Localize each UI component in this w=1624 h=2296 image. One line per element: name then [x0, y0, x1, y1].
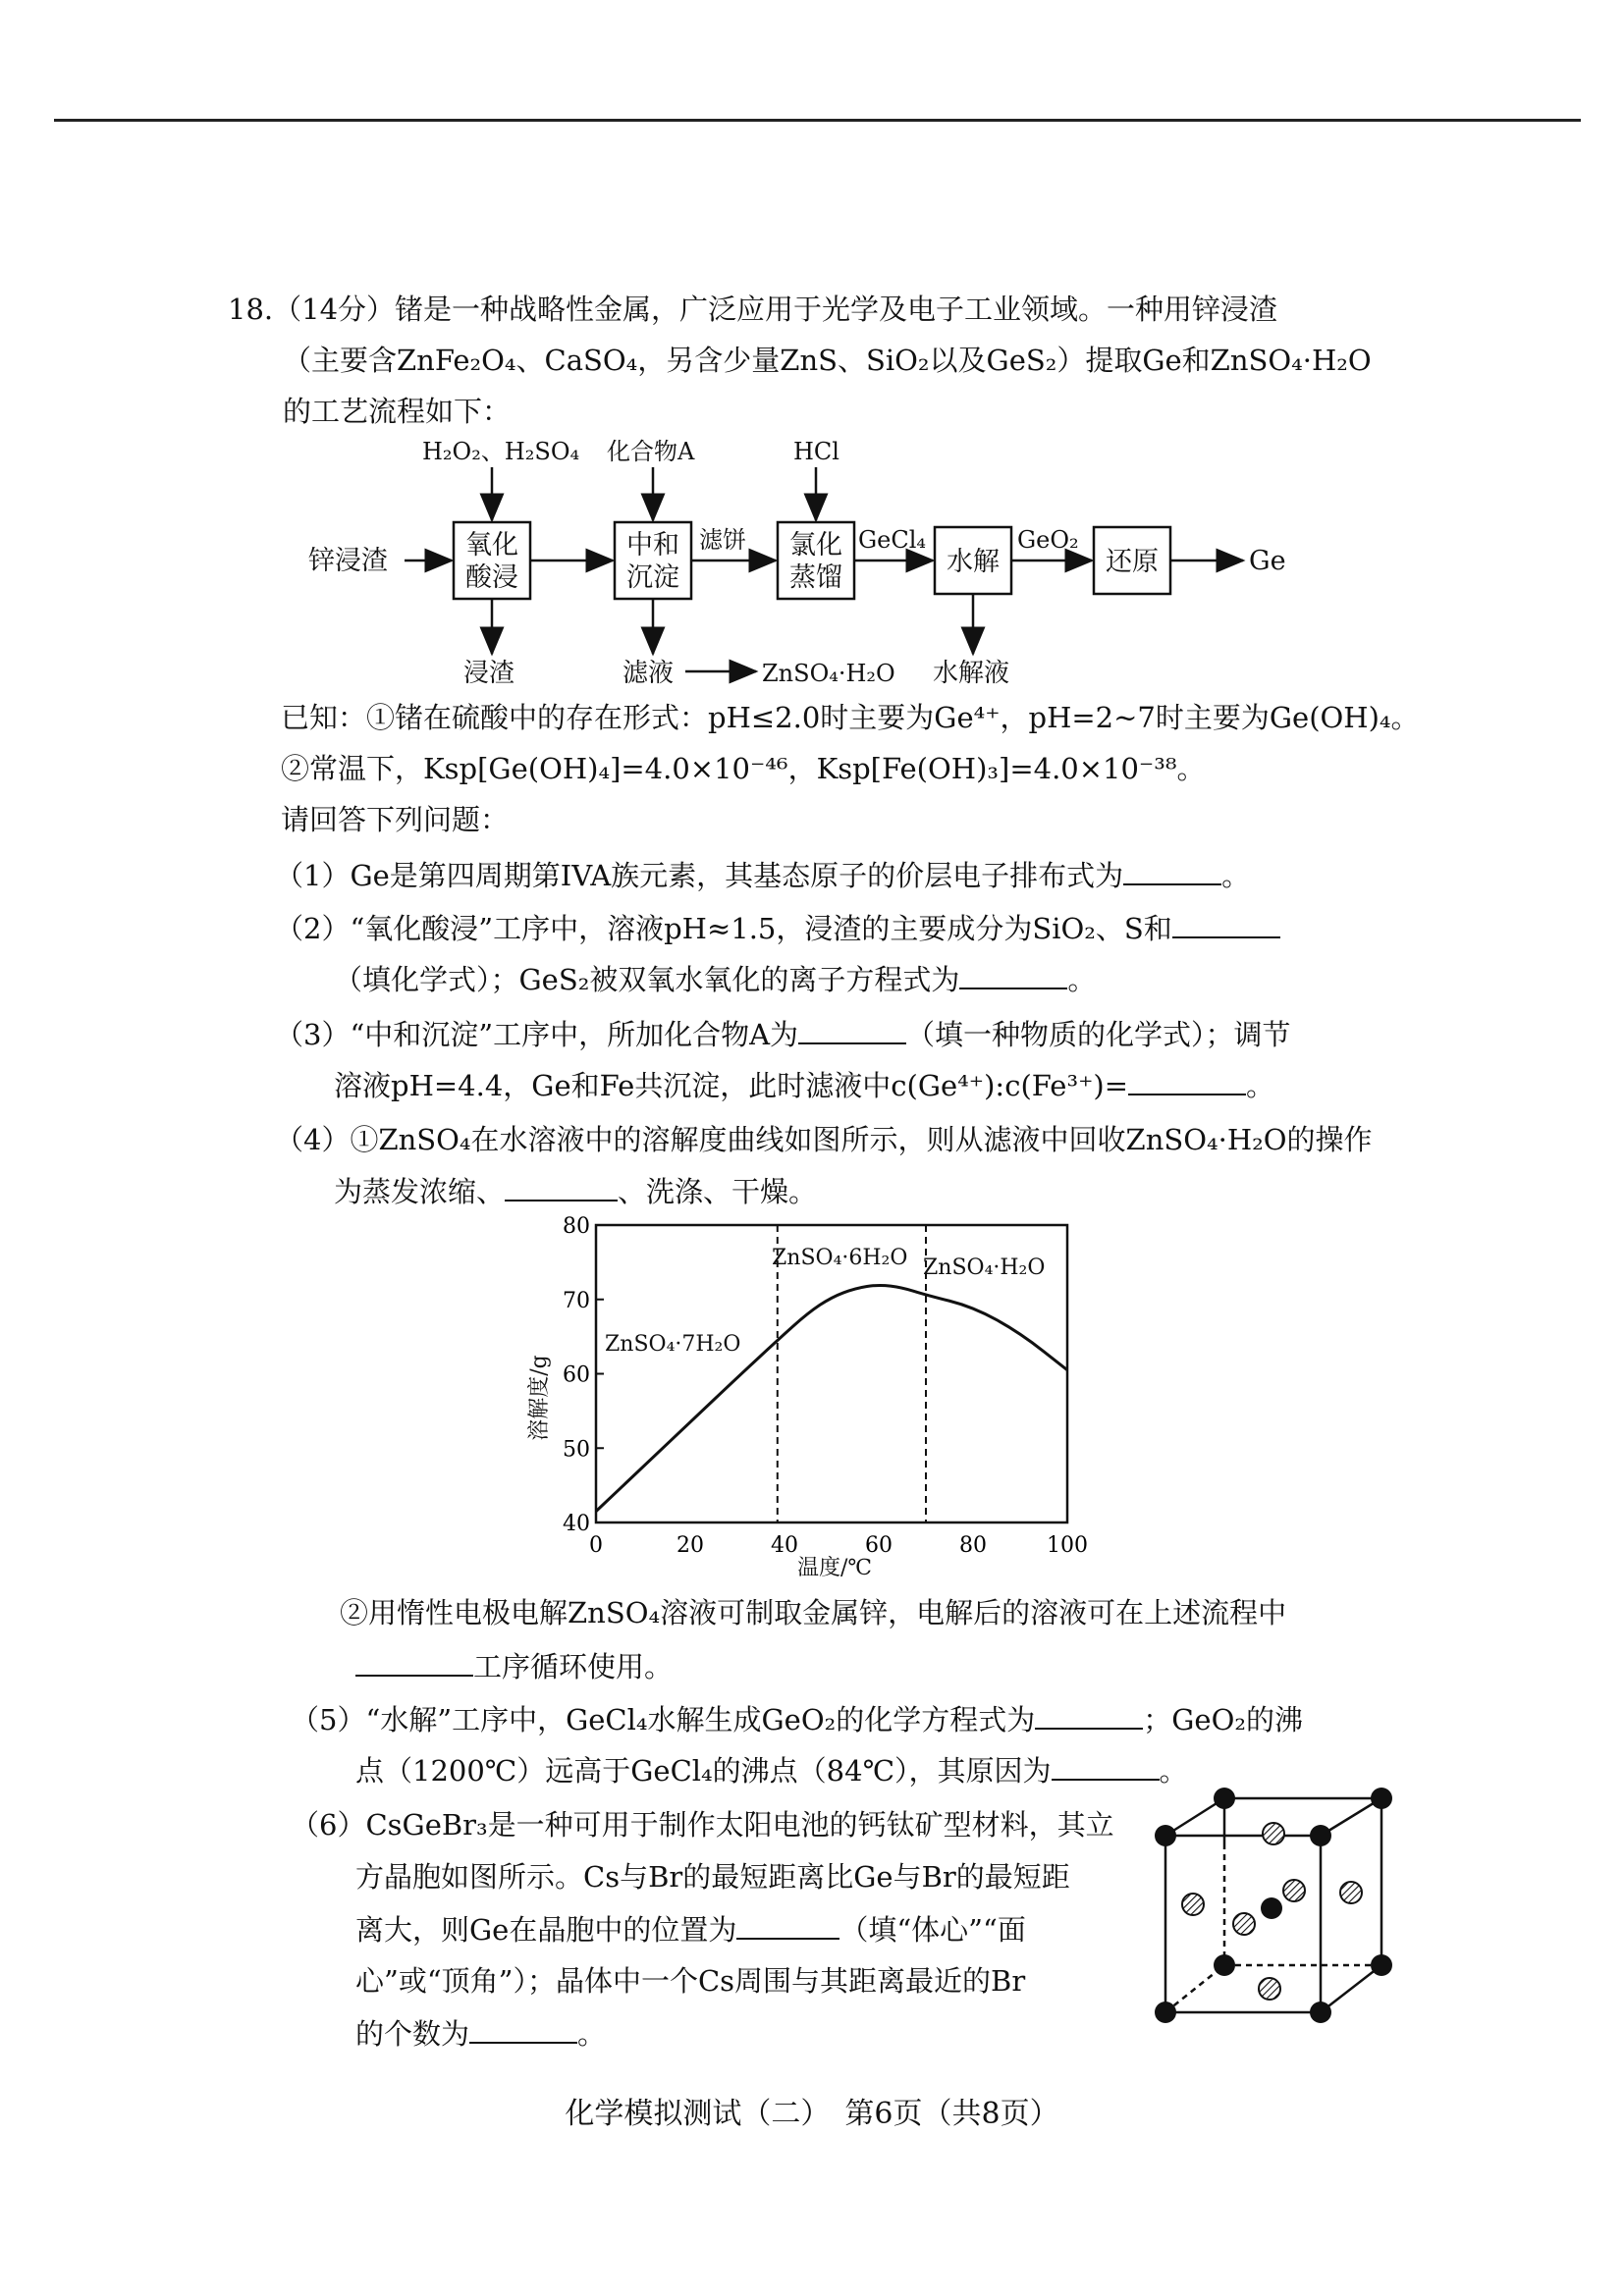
x-tick-label-4: 80: [959, 1533, 987, 1558]
x-tick-label-0: 0: [589, 1533, 603, 1558]
question-5-line2: [355, 1751, 1188, 1789]
question-6e-text: 的个数为: [355, 2017, 470, 2051]
output-filtrate: 滤液: [623, 659, 675, 688]
region-label-7h2o: ZnSO₄·7H₂O: [605, 1332, 741, 1357]
known-line3: 请回答下列问题：: [281, 803, 510, 836]
reagent-hcl: HCl: [793, 438, 839, 465]
answer-blank-4a[interactable]: [505, 1172, 618, 1201]
reagent-compound-a: 化合物A: [607, 438, 695, 465]
question-6-line5: [355, 2014, 606, 2053]
output-znso4-h2o: ZnSO₄·H₂O: [762, 660, 895, 687]
question-5b-text: 点（1200℃）远高于GeCl₄的沸点（84℃），其原因为: [355, 1754, 1052, 1788]
question-4b-text: 为蒸发浓缩、: [334, 1175, 506, 1208]
box3-line1: 氯化: [789, 530, 842, 561]
output-leach-residue: 浸渣: [463, 659, 515, 688]
question-3-line1: [275, 1015, 1291, 1053]
question-3a-end: （填一种物质的化学式）；调节: [906, 1018, 1291, 1051]
region-label-6h2o: ZnSO₄·6H₂O: [772, 1246, 908, 1270]
page-footer: 化学模拟测试（二） 第6页（共8页）: [565, 2097, 1059, 2131]
known-line2: ②常温下，Ksp[Ge(OH)₄]=4.0×10⁻⁴⁶，Ksp[Fe(OH)₃]=4.0×10⁻³⁸。: [281, 752, 1206, 785]
answer-blank-4b[interactable]: [355, 1647, 473, 1677]
label-geo2: GeO₂: [1017, 526, 1079, 554]
box3-line2: 蒸馏: [789, 562, 842, 593]
question-6-line1: （6）CsGeBr₃是一种可用于制作太阳电池的钙钛矿型材料，其立: [291, 1808, 1114, 1842]
x-axis-label: 温度/℃: [796, 1556, 873, 1580]
answer-blank-2a[interactable]: [1172, 909, 1280, 938]
answer-blank-5a[interactable]: [1035, 1700, 1143, 1730]
question-2b-end: 。: [1067, 963, 1097, 996]
question-6-line2: 方晶胞如图所示。Cs与Br的最短距离比Ge与Br的最短距: [355, 1860, 1070, 1894]
question-3b-text: 溶液pH=4.4，Ge和Fe共沉淀，此时滤液中c(Ge⁴⁺):c(Fe³⁺)=: [334, 1069, 1128, 1102]
question-3a-text: （3）“中和沉淀”工序中，所加化合物A为: [275, 1018, 799, 1051]
solubility-curve: [596, 1285, 1067, 1511]
solubility-curve-chart: [511, 1211, 1088, 1604]
question-6c-text: 离大，则Ge在晶胞中的位置为: [355, 1913, 737, 1947]
y-tick-label-2: 60: [563, 1362, 590, 1388]
answer-blank-3a[interactable]: [798, 1015, 906, 1044]
answer-blank-3b[interactable]: [1128, 1066, 1246, 1095]
label-filter-cake: 滤饼: [699, 526, 746, 554]
question-6-line4: 心”或“顶角”）；晶体中一个Cs周围与其距离最近的Br: [355, 1964, 1026, 1998]
question-3b-end: 。: [1246, 1069, 1275, 1102]
answer-blank-5b[interactable]: [1052, 1751, 1160, 1781]
question-4-line2: [334, 1172, 817, 1210]
y-axis-label: 溶解度/g: [527, 1355, 552, 1441]
box2-line2: 沉淀: [626, 562, 679, 593]
y-tick-label-4: 80: [563, 1214, 590, 1239]
start-material: 锌浸渣: [308, 546, 388, 576]
question-4b-end: 、洗涤、干燥。: [618, 1175, 818, 1208]
y-tick-label-0: 40: [563, 1512, 590, 1536]
process-flow-diagram: [295, 432, 1335, 697]
q18-line2: （主要含ZnFe₂O₄、CaSO₄，另含少量ZnS、SiO₂以及GeS₂）提取Ge和ZnSO₄·H₂O: [283, 344, 1372, 377]
question-5a-end: ；GeO₂的沸: [1143, 1703, 1303, 1736]
box2-line1: 中和: [626, 530, 679, 561]
reagent-h2o2-h2so4: H₂O₂、H₂SO₄: [422, 438, 580, 465]
answer-blank-6a[interactable]: [736, 1910, 839, 1940]
body-center-atom: [1261, 1897, 1282, 1919]
question-4-line3: ②用惰性电极电解ZnSO₄溶液可制取金属锌，电解后的溶液可在上述流程中: [340, 1596, 1287, 1629]
question-2-line2: [334, 960, 1096, 998]
top-rule: [54, 119, 1581, 122]
y-tick-label-1: 50: [563, 1437, 590, 1463]
question-5a-text: （5）“水解”工序中，GeCl₄水解生成GeO₂的化学方程式为: [291, 1703, 1036, 1736]
answer-blank-1[interactable]: [1123, 856, 1221, 885]
question-1-text: （1）Ge是第四周期第IVA族元素，其基态原子的价层电子排布式为: [275, 859, 1124, 892]
x-tick-label-3: 60: [865, 1533, 893, 1558]
unit-cell-diagram: [1154, 1785, 1399, 2030]
question-6-line3: [355, 1910, 1026, 1949]
question-4-line4: [355, 1647, 673, 1685]
end-product-ge: Ge: [1249, 546, 1286, 576]
question-4d-end: 工序循环使用。: [473, 1650, 674, 1683]
question-6c-end: （填“体心”“面: [839, 1913, 1026, 1947]
box1-line2: 酸浸: [465, 562, 518, 593]
known-line1: 已知：①锗在硫酸中的存在形式：pH≤2.0时主要为Ge⁴⁺，pH=2~7时主要为Ge(OH)₄。: [281, 701, 1420, 734]
question-1: [275, 856, 1250, 894]
box4-label: 水解: [947, 547, 1000, 577]
x-tick-label-2: 40: [771, 1533, 798, 1558]
question-2a-text: （2）“氧化酸浸”工序中，溶液pH≈1.5，浸渣的主要成分为SiO₂、S和: [275, 912, 1172, 945]
y-tick-label-3: 70: [563, 1288, 590, 1313]
q18-line3: 的工艺流程如下：: [283, 395, 512, 428]
question-2b-text: （填化学式）；GeS₂被双氧水氧化的离子方程式为: [334, 963, 960, 996]
question-4-line1: （4）①ZnSO₄在水溶液中的溶解度曲线如图所示，则从滤液中回收ZnSO₄·H₂O的操作: [275, 1123, 1373, 1156]
box1-line1: 氧化: [465, 530, 518, 561]
question-5b-end: 。: [1159, 1754, 1188, 1788]
question-3-line2: [334, 1066, 1274, 1104]
region-label-h2o: ZnSO₄·H₂O: [923, 1255, 1046, 1280]
question-1-end: 。: [1221, 859, 1251, 892]
answer-blank-6b[interactable]: [469, 2014, 577, 2044]
label-gecl4: GeCl₄: [858, 526, 927, 554]
question-2-line1: [275, 909, 1280, 947]
x-tick-label-1: 20: [677, 1533, 704, 1558]
output-hydrolysis-liquid: 水解液: [933, 659, 1010, 688]
x-tick-label-5: 100: [1047, 1533, 1088, 1558]
question-5-line1: [291, 1700, 1303, 1738]
answer-blank-2b[interactable]: [959, 960, 1067, 989]
question-6e-end: 。: [577, 2017, 607, 2051]
box5-label: 还原: [1106, 547, 1159, 577]
q18-line1: 18.（14分）锗是一种战略性金属，广泛应用于光学及电子工业领域。一种用锌浸渣: [228, 293, 1278, 326]
